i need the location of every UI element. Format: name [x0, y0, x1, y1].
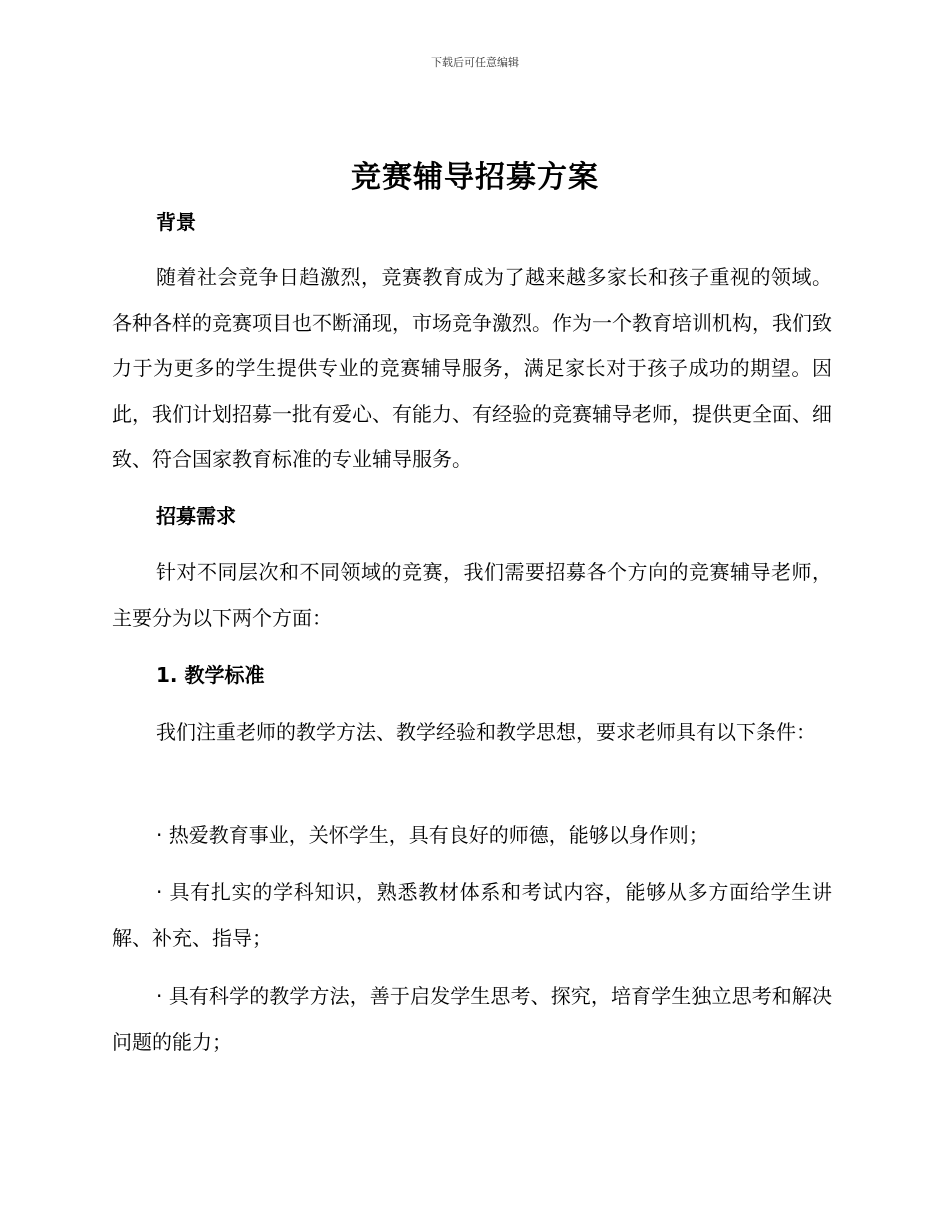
section-heading-teaching: 1. 教学标准: [156, 663, 265, 687]
paragraph-background: 随着社会竞争日趋激烈，竞赛教育成为了越来越多家长和孩子重视的领域。各种各样的竞赛项目也不断涌现，市场竞争激烈。作为一个教育培训机构，我们致力于为更多的学生提供专业的竞赛辅导服务，满足家长对于孩子成功的期望。因此，我们计划招募一批有爱心、有能力、有经验的竞赛辅导老师，提供更全面、细致、符合国家教育标准的专业辅导服务。: [112, 265, 832, 471]
bullet-item-2: · 具有扎实的学科知识，熟悉教材体系和考试内容，能够从多方面给学生讲解、补充、指导；: [112, 880, 832, 950]
section-heading-needs: 招募需求: [156, 504, 236, 528]
document-title: 竞赛辅导招募方案: [351, 160, 599, 195]
bullet-item-1: · 热爱教育事业，关怀学生，具有良好的师德，能够以身作则；: [156, 823, 709, 847]
section-heading-background: 背景: [156, 210, 196, 234]
paragraph-needs: 针对不同层次和不同领域的竞赛，我们需要招募各个方向的竞赛辅导老师，主要分为以下两个方面：: [112, 560, 832, 630]
bullet-item-3: · 具有科学的教学方法，善于启发学生思考、探究，培育学生独立思考和解决问题的能力；: [112, 984, 832, 1054]
header-note: 下载后可任意编辑: [431, 56, 519, 69]
paragraph-teaching: 我们注重老师的教学方法、教学经验和教学思想，要求老师具有以下条件：: [156, 720, 816, 744]
